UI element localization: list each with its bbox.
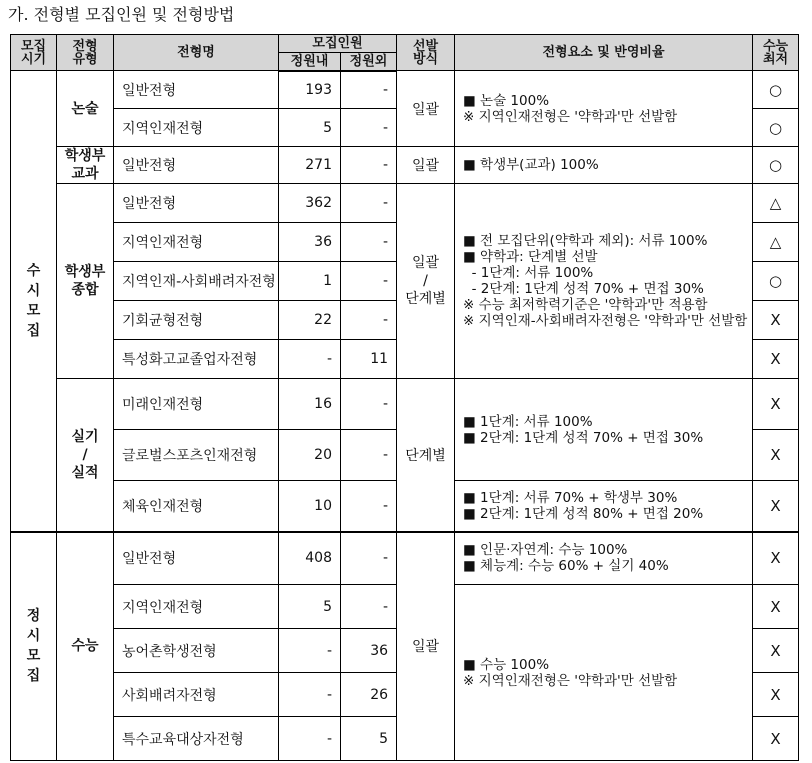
row-name: 지역인재전형 — [114, 109, 279, 147]
row-quota-out: - — [341, 147, 397, 184]
elements-practical-b: ■ 1단계: 서류 70% + 학생부 30% ■ 2단계: 1단계 성적 80% + 면접 20% — [455, 481, 753, 532]
row-quota-in: 362 — [279, 184, 341, 223]
section-title: 가. 전형별 모집인원 및 전형방법 — [8, 5, 235, 24]
row-quota-in: 22 — [279, 301, 341, 340]
row-quota-out: - — [341, 223, 397, 262]
row-quota-out: - — [341, 109, 397, 147]
row-quota-in: 271 — [279, 147, 341, 184]
row-name: 특수교육대상자전형 — [114, 717, 279, 761]
type-practical: 실기 / 실적 — [57, 379, 114, 532]
row-quota-out: 36 — [341, 629, 397, 673]
row-quota-in: - — [279, 717, 341, 761]
row-csat: △ — [753, 184, 799, 223]
header-quota-out: 정원외 — [341, 53, 397, 71]
row-name: 체육인재전형 — [114, 481, 279, 532]
method-practical: 단계별 — [397, 379, 455, 532]
row-csat: X — [753, 585, 799, 629]
row-quota-out: 5 — [341, 717, 397, 761]
admission-table — [10, 34, 799, 761]
header-name: 전형명 — [114, 35, 279, 71]
period-jeongsi: 정 시 모 집 — [11, 532, 57, 761]
row-csat: X — [753, 340, 799, 379]
row-csat: X — [753, 717, 799, 761]
row-name: 글로벌스포츠인재전형 — [114, 430, 279, 481]
row-quota-in: 5 — [279, 109, 341, 147]
row-name: 지역인재-사회배려자전형 — [114, 262, 279, 301]
elements-comprehensive: ■ 전 모집단위(약학과 제외): 서류 100% ■ 약학과: 단계별 선발 - 1단계: 서류 100% - 2단계: 1단계 성적 70% + 면접 30% ※ 수능 최저학력기준은 '약학과'만 적용함 ※ 지역인재-사회배려자전형은 '약학과'만 선발함 — [455, 184, 753, 379]
row-name: 기회균형전형 — [114, 301, 279, 340]
row-quota-out: - — [341, 532, 397, 585]
row-csat: X — [753, 532, 799, 585]
row-quota-in: - — [279, 673, 341, 717]
row-quota-in: 408 — [279, 532, 341, 585]
method-comprehensive: 일괄 / 단계별 — [397, 184, 455, 379]
elements-essay: ■ 논술 100% ※ 지역인재전형은 '약학과'만 선발함 — [455, 71, 753, 147]
row-csat: X — [753, 481, 799, 532]
row-quota-out: - — [341, 262, 397, 301]
row-quota-out: 26 — [341, 673, 397, 717]
row-quota-out: - — [341, 71, 397, 109]
header-type: 전형 유형 — [57, 35, 114, 71]
header-csat: 수능 최저 — [753, 35, 799, 71]
row-quota-out: - — [341, 379, 397, 430]
method-jeongsi: 일괄 — [397, 532, 455, 761]
elements-jeongsi-a: ■ 인문·자연계: 수능 100% ■ 체능계: 수능 60% + 실기 40% — [455, 532, 753, 585]
row-quota-out: - — [341, 430, 397, 481]
method-essay: 일괄 — [397, 71, 455, 147]
row-name: 일반전형 — [114, 184, 279, 223]
row-csat: X — [753, 430, 799, 481]
elements-practical-a: ■ 1단계: 서류 100% ■ 2단계: 1단계 성적 70% + 면접 30% — [455, 379, 753, 481]
row-csat: X — [753, 301, 799, 340]
row-quota-in: 36 — [279, 223, 341, 262]
row-csat: ○ — [753, 147, 799, 184]
type-record: 학생부 교과 — [57, 147, 114, 184]
row-csat: △ — [753, 223, 799, 262]
type-essay: 논술 — [57, 71, 114, 147]
row-name: 농어촌학생전형 — [114, 629, 279, 673]
header-quota: 모집인원 — [279, 35, 397, 53]
row-name: 지역인재전형 — [114, 585, 279, 629]
period-susi: 수 시 모 집 — [11, 71, 57, 532]
header-elements: 전형요소 및 반영비율 — [455, 35, 753, 71]
row-name: 사회배려자전형 — [114, 673, 279, 717]
type-csat: 수능 — [57, 532, 114, 761]
row-name: 일반전형 — [114, 532, 279, 585]
row-quota-in: 193 — [279, 71, 341, 109]
row-csat: X — [753, 379, 799, 430]
row-quota-in: 1 — [279, 262, 341, 301]
row-csat: ○ — [753, 109, 799, 147]
row-quota-out: - — [341, 481, 397, 532]
row-name: 미래인재전형 — [114, 379, 279, 430]
header-quota-in: 정원내 — [279, 53, 341, 71]
type-comprehensive: 학생부 종합 — [57, 184, 114, 379]
row-quota-out: - — [341, 184, 397, 223]
row-quota-in: - — [279, 340, 341, 379]
row-csat: X — [753, 629, 799, 673]
row-quota-in: - — [279, 629, 341, 673]
row-quota-out: - — [341, 585, 397, 629]
elements-record: ■ 학생부(교과) 100% — [455, 147, 753, 184]
header-method: 선발 방식 — [397, 35, 455, 71]
row-quota-out: 11 — [341, 340, 397, 379]
row-quota-in: 16 — [279, 379, 341, 430]
row-csat: X — [753, 673, 799, 717]
row-csat: ○ — [753, 262, 799, 301]
row-quota-in: 20 — [279, 430, 341, 481]
header-period: 모집 시기 — [11, 35, 57, 71]
row-name: 일반전형 — [114, 147, 279, 184]
row-name: 일반전형 — [114, 71, 279, 109]
elements-jeongsi-b: ■ 수능 100% ※ 지역인재전형은 '약학과'만 선발함 — [455, 585, 753, 761]
method-record: 일괄 — [397, 147, 455, 184]
row-quota-in: 10 — [279, 481, 341, 532]
row-name: 지역인재전형 — [114, 223, 279, 262]
row-name: 특성화고교졸업자전형 — [114, 340, 279, 379]
row-quota-out: - — [341, 301, 397, 340]
row-quota-in: 5 — [279, 585, 341, 629]
row-csat: ○ — [753, 71, 799, 109]
